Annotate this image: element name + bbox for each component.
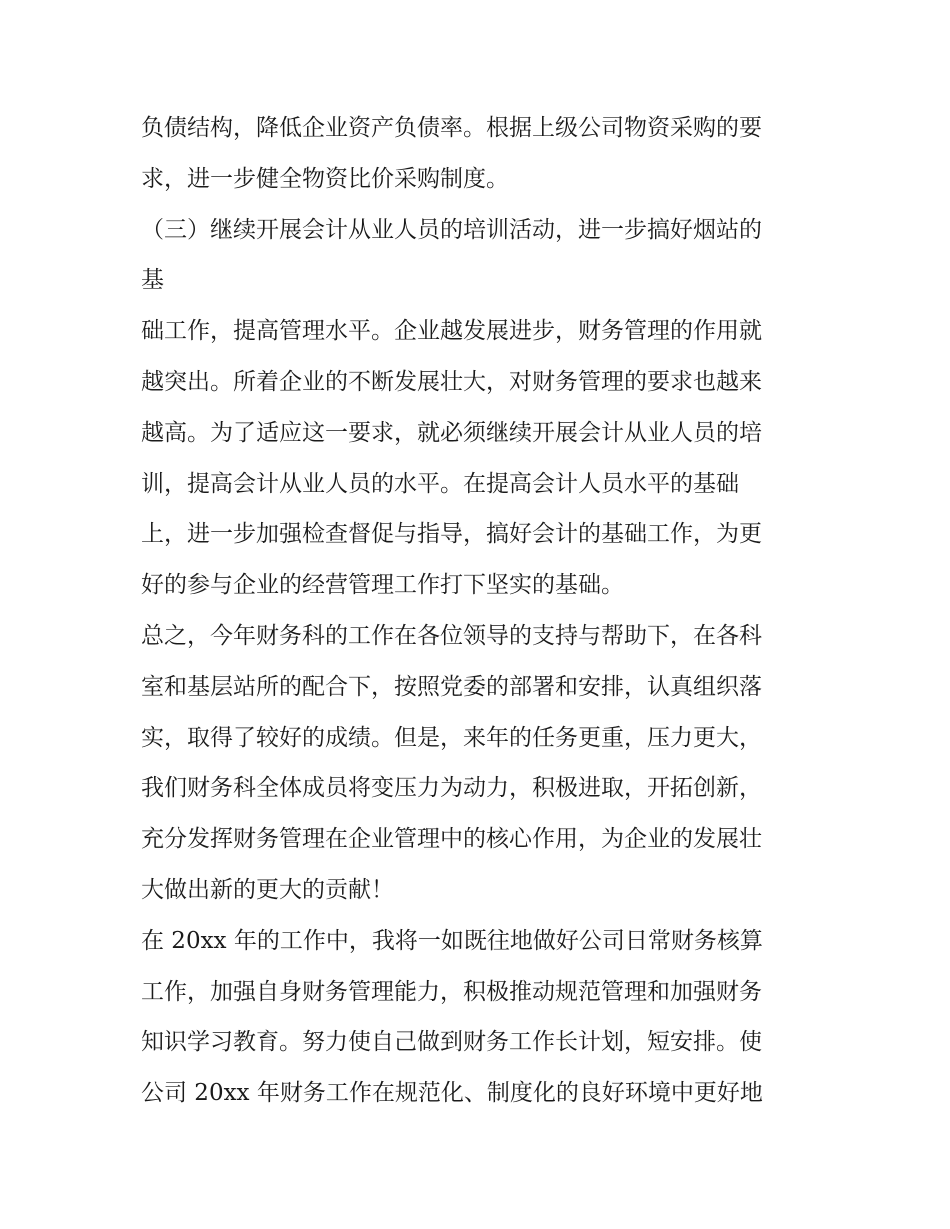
text-line: 训，提高会计从业人员的水平。在提高会计人员水平的基础 — [141, 470, 739, 497]
text-line: 大做出新的更大的贡献！ — [141, 876, 394, 903]
text-line: 实，取得了较好的成绩。但是，来年的任务更重，压力更大， — [141, 724, 762, 751]
text-line: 上，进一步加强检查督促与指导，搞好会计的基础工作，为更 — [141, 521, 762, 548]
text-line: 充分发挥财务管理在企业管理中的核心作用，为企业的发展壮 — [141, 826, 762, 853]
text-line: 负债结构，降低企业资产负债率。根据上级公司物资采购的要 — [141, 115, 762, 141]
text-line: 知识学习教育。努力使自己做到财务工作长计划，短安排。使 — [141, 1029, 762, 1056]
text-line: 基 — [141, 267, 164, 294]
text-line: 工作，加强自身财务管理能力，积极推动规范管理和加强财务 — [141, 978, 762, 1005]
text-line: 总之，今年财务科的工作在各位领导的支持与帮助下，在各科 — [141, 622, 762, 649]
text-line: 在 20xx 年的工作中，我将一如既往地做好公司日常财务核算 — [141, 927, 763, 954]
text-line: 公司 20xx 年财务工作在规范化、制度化的良好环境中更好地 — [141, 1080, 763, 1107]
text-line: 室和基层站所的配合下，按照党委的部署和安排，认真组织落 — [141, 673, 762, 700]
text-line: 我们财务科全体成员将变压力为动力，积极进取，开拓创新， — [141, 775, 762, 802]
text-line: （三）继续开展会计从业人员的培训活动，进一步搞好烟站的 — [141, 216, 762, 243]
text-line: 求，进一步健全物资比价采购制度。 — [141, 165, 509, 192]
document-body — [141, 103, 831, 1119]
text-line: 越突出。所着企业的不断发展壮大，对财务管理的要求也越来 — [141, 368, 762, 395]
text-line: 越高。为了适应这一要求，就必须继续开展会计从业人员的培 — [141, 419, 762, 446]
text-line: 好的参与企业的经营管理工作打下坚实的基础。 — [141, 572, 624, 599]
text-line: 础工作，提高管理水平。企业越发展进步，财务管理的作用就 — [141, 318, 762, 345]
